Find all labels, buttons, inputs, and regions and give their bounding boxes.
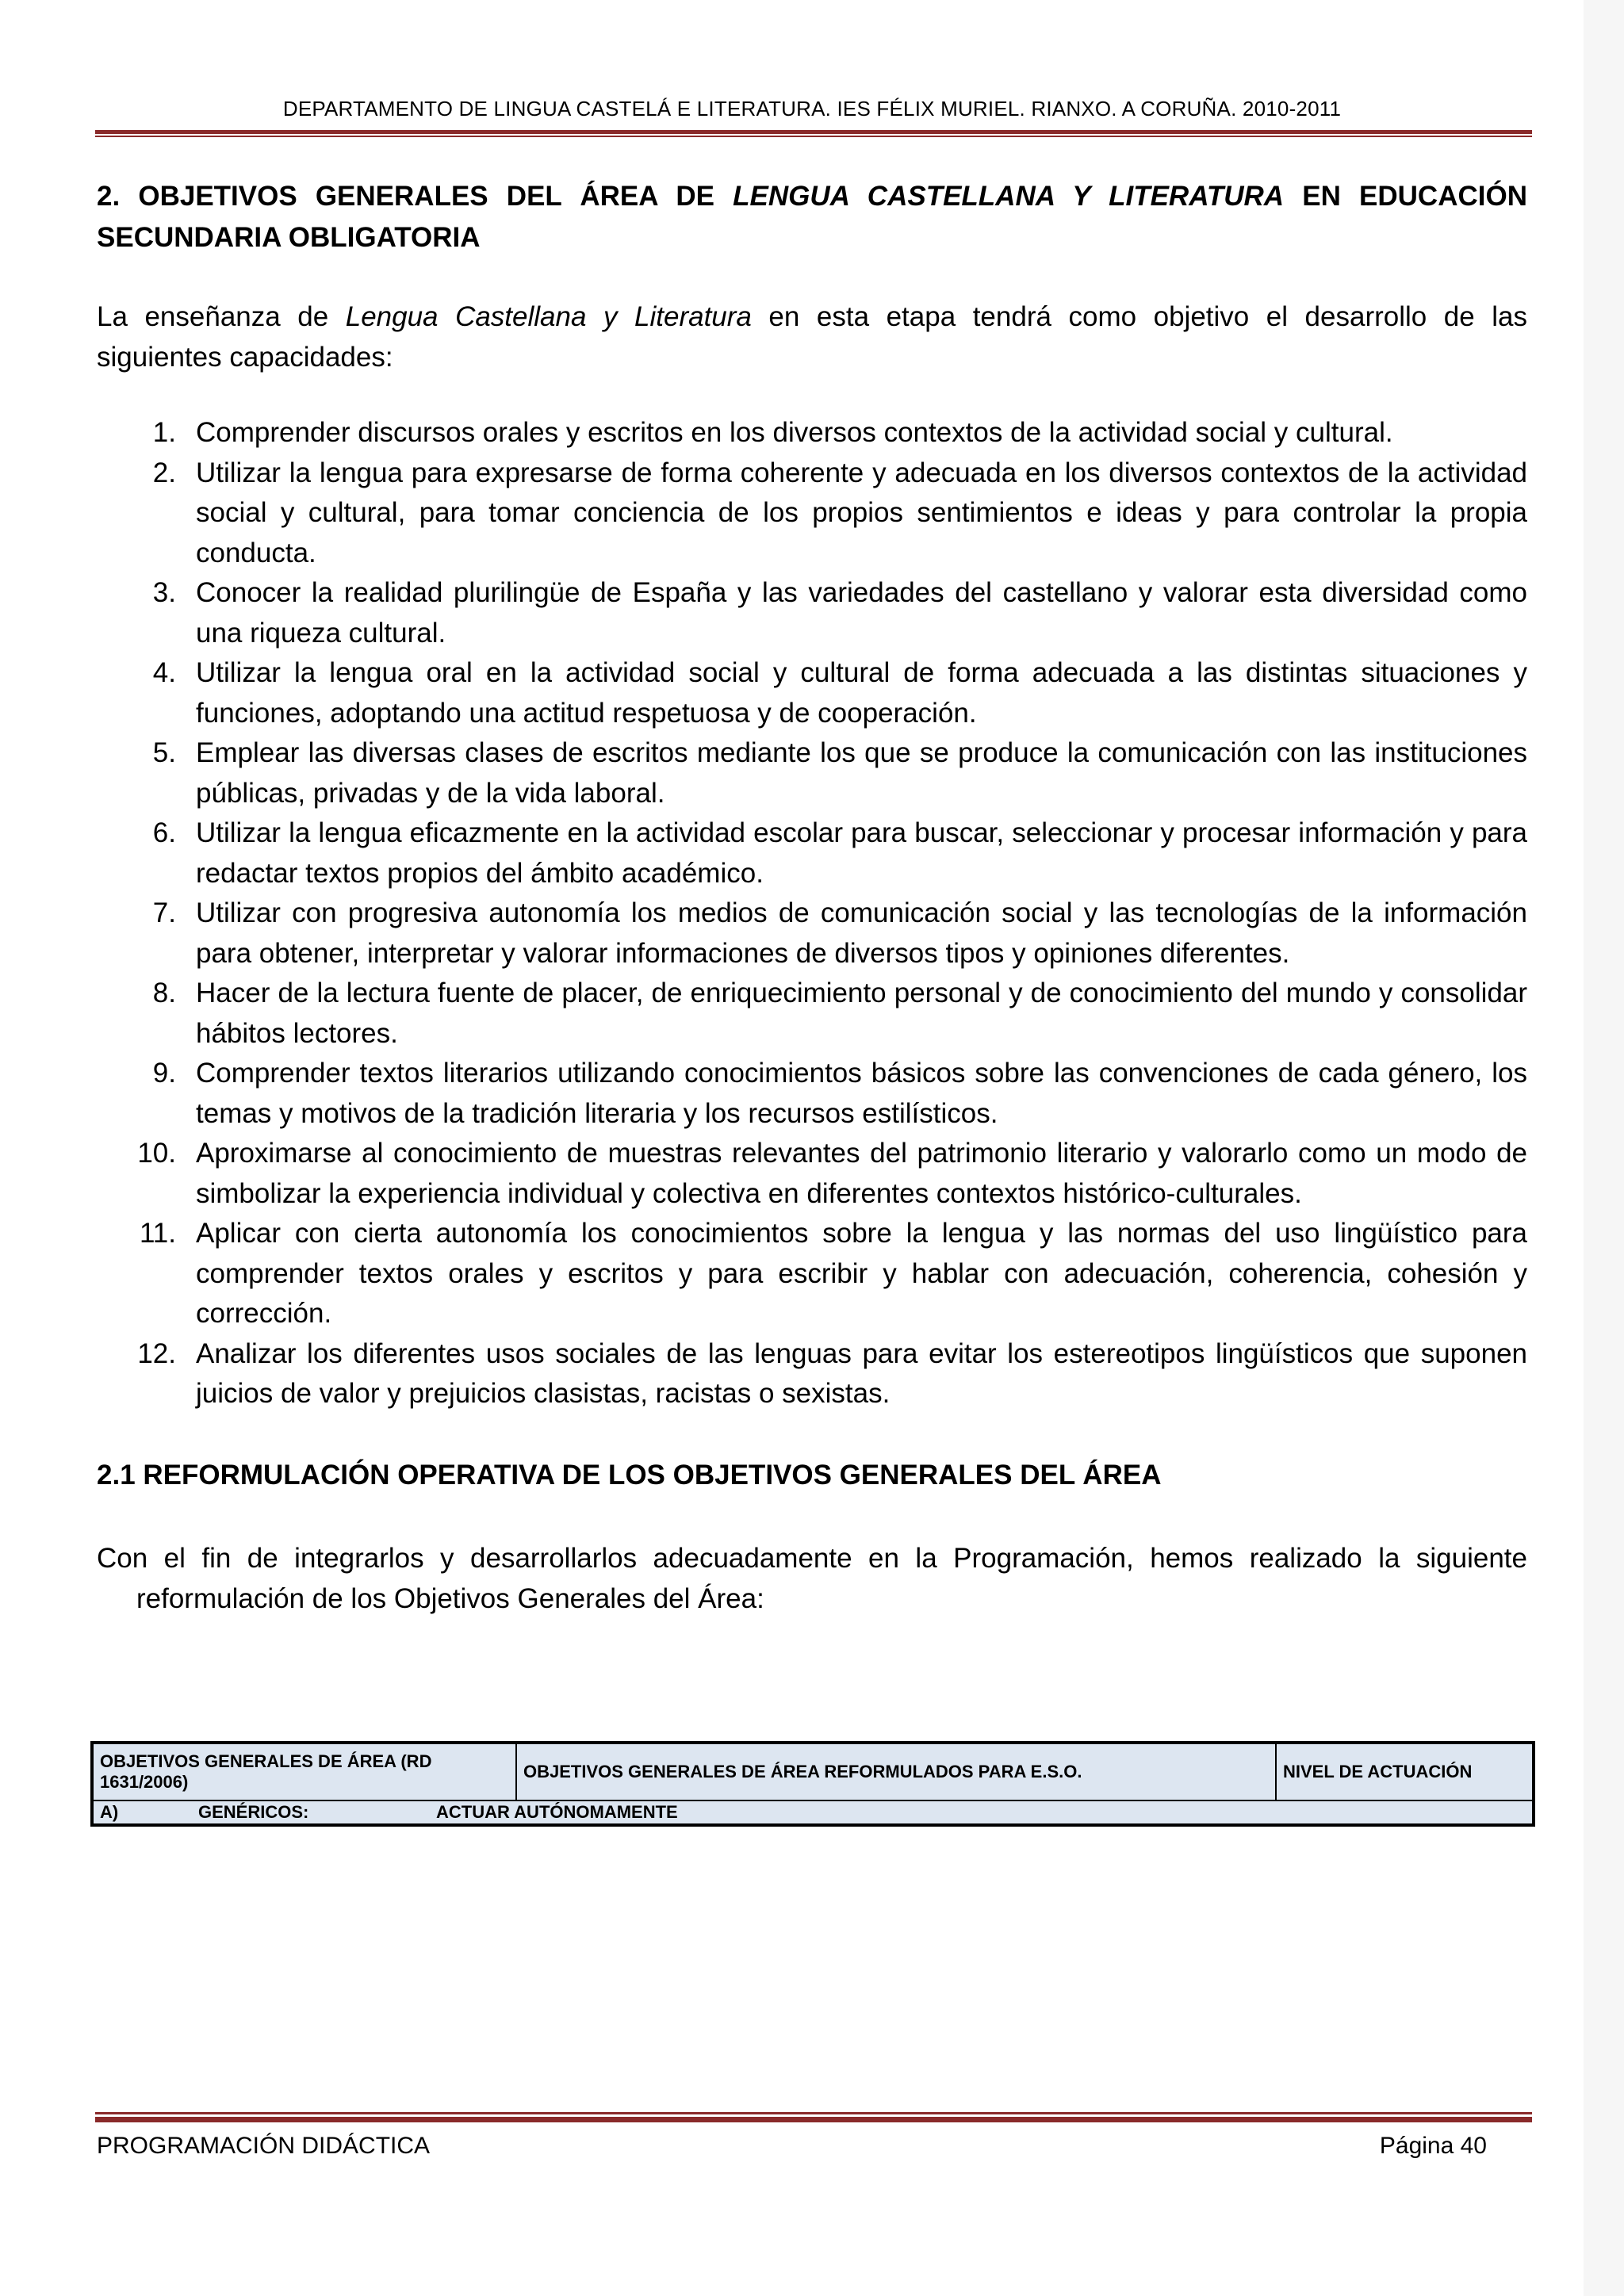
objective-item bbox=[97, 974, 1527, 1054]
objective-text: Conocer la realidad plurilingüe de España y las variedades del castellano y valorar esta diversidad como una riqueza cultural. bbox=[196, 577, 1527, 649]
header-rule-thin bbox=[95, 136, 1532, 137]
table-row bbox=[92, 1800, 1534, 1825]
objective-number: 6. bbox=[152, 817, 176, 848]
objective-text: Utilizar la lengua oral en la actividad social y cultural de forma adecuada a las distintas situaciones y funciones, adoptando una actitud respetuosa y de cooperación. bbox=[196, 657, 1527, 729]
page-number: Página 40 bbox=[1379, 2133, 1487, 2159]
objective-item bbox=[97, 813, 1527, 894]
subsection-paragraph: Con el fin de integrarlos y desarrollarlos adecuadamente en la Programación, hemos realizado la siguiente reformulación de los Objetivos Generales del Área: bbox=[97, 1542, 1527, 1614]
objective-item bbox=[97, 733, 1527, 813]
objective-item bbox=[97, 573, 1527, 653]
page-header: DEPARTAMENTO DE LINGUA CASTELÁ E LITERATURA. IES FÉLIX MURIEL. RIANXO. A CORUÑA. 2010-2011 bbox=[282, 97, 1342, 121]
objective-number: 11. bbox=[139, 1218, 176, 1249]
objective-number: 5. bbox=[152, 737, 176, 768]
objective-number: 1. bbox=[152, 417, 176, 448]
objective-text: Analizar los diferentes usos sociales de las lenguas para evitar los estereotipos lingüísticos que suponen juicios de valor y prejuicios clasistas, racistas o sexistas. bbox=[196, 1337, 1527, 1409]
footer-rule bbox=[95, 2117, 1532, 2122]
table-header-row bbox=[92, 1743, 1534, 1800]
section-title-line2: SECUNDARIA OBLIGATORIA bbox=[97, 222, 481, 253]
section-title: 2. OBJETIVOS GENERALES DEL ÁREA DE LENGUA CASTELLANA Y LITERATURA EN EDUCACIÓN SECUNDARIA OBLIGATORIA bbox=[97, 181, 1527, 253]
table-header-cell: OBJETIVOS GENERALES DE ÁREA (RD 1631/2006) bbox=[92, 1743, 516, 1800]
objective-number: 7. bbox=[152, 897, 176, 928]
objective-item bbox=[97, 1214, 1527, 1334]
intro-paragraph: La enseñanza de Lengua Castellana y Literatura en esta etapa tendrá como objetivo el desarrollo de las siguientes capacidades: bbox=[97, 301, 1527, 373]
objective-text: Aproximarse al conocimiento de muestras relevantes del patrimonio literario y valorarlo como un modo de simbolizar la experiencia individual y colectiva en diferentes contextos histórico-culturales. bbox=[196, 1138, 1527, 1209]
objective-item bbox=[97, 453, 1527, 574]
table-header-cell: NIVEL DE ACTUACIÓN bbox=[1276, 1743, 1534, 1800]
objective-item bbox=[97, 1134, 1527, 1214]
objective-text: Hacer de la lectura fuente de placer, de enriquecimiento personal y de conocimiento del mundo y consolidar hábitos lectores. bbox=[196, 978, 1527, 1049]
objective-item bbox=[97, 1054, 1527, 1134]
objective-text: Utilizar la lengua eficazmente en la actividad escolar para buscar, seleccionar y procesar información y para redactar textos propios del ámbito académico. bbox=[196, 817, 1527, 889]
objective-number: 2. bbox=[152, 457, 176, 488]
objective-item bbox=[97, 653, 1527, 733]
objective-number: 12. bbox=[137, 1337, 176, 1369]
objective-item bbox=[97, 413, 1527, 453]
table-group-cell: A) GENÉRICOS: ACTUAR AUTÓNOMAMENTE bbox=[92, 1800, 1534, 1825]
objective-item bbox=[97, 894, 1527, 974]
objective-number: 8. bbox=[152, 978, 176, 1008]
objective-number: 3. bbox=[152, 577, 176, 608]
objective-number: 10. bbox=[137, 1138, 176, 1169]
objective-item bbox=[97, 1334, 1527, 1414]
table-header-cell: OBJETIVOS GENERALES DE ÁREA REFORMULADOS PARA E.S.O. bbox=[516, 1743, 1276, 1800]
objective-text: Utilizar la lengua para expresarse de forma coherente y adecuada en los diversos contextos de la actividad social y cultural, para tomar conciencia de los propios sentimientos e ideas y para controlar la propia conducta. bbox=[196, 457, 1527, 568]
objective-text: Aplicar con cierta autonomía los conocimientos sobre la lengua y las normas del uso lingüístico para comprender textos orales y escritos y para escribir y hablar con adecuación, coherencia, cohesión y corrección. bbox=[196, 1218, 1527, 1329]
footer-title: PROGRAMACIÓN DIDÁCTICA bbox=[97, 2133, 431, 2159]
objective-text: Comprender discursos orales y escritos en los diversos contextos de la actividad social y cultural. bbox=[196, 417, 1393, 448]
objective-text: Comprender textos literarios utilizando conocimientos básicos sobre las convenciones de cada género, los temas y motivos de la tradición literaria y los recursos estilísticos. bbox=[196, 1058, 1527, 1129]
objectives-list bbox=[97, 413, 1527, 1414]
subsection-title: 2.1 REFORMULACIÓN OPERATIVA DE LOS OBJETIVOS GENERALES DEL ÁREA bbox=[97, 1459, 1162, 1490]
objectives-table bbox=[90, 1741, 1535, 1827]
objective-text: Utilizar con progresiva autonomía los medios de comunicación social y las tecnologías de la información para obtener, interpretar y valorar informaciones de diversos tipos y opiniones diferentes. bbox=[196, 897, 1527, 969]
objective-text: Emplear las diversas clases de escritos mediante los que se produce la comunicación con las instituciones públicas, privadas y de la vida laboral. bbox=[196, 737, 1527, 809]
footer-rule-thin bbox=[95, 2112, 1532, 2114]
main-content bbox=[97, 176, 1527, 1619]
header-rule bbox=[95, 130, 1532, 134]
objective-number: 4. bbox=[152, 657, 176, 688]
objective-number: 9. bbox=[152, 1058, 176, 1089]
